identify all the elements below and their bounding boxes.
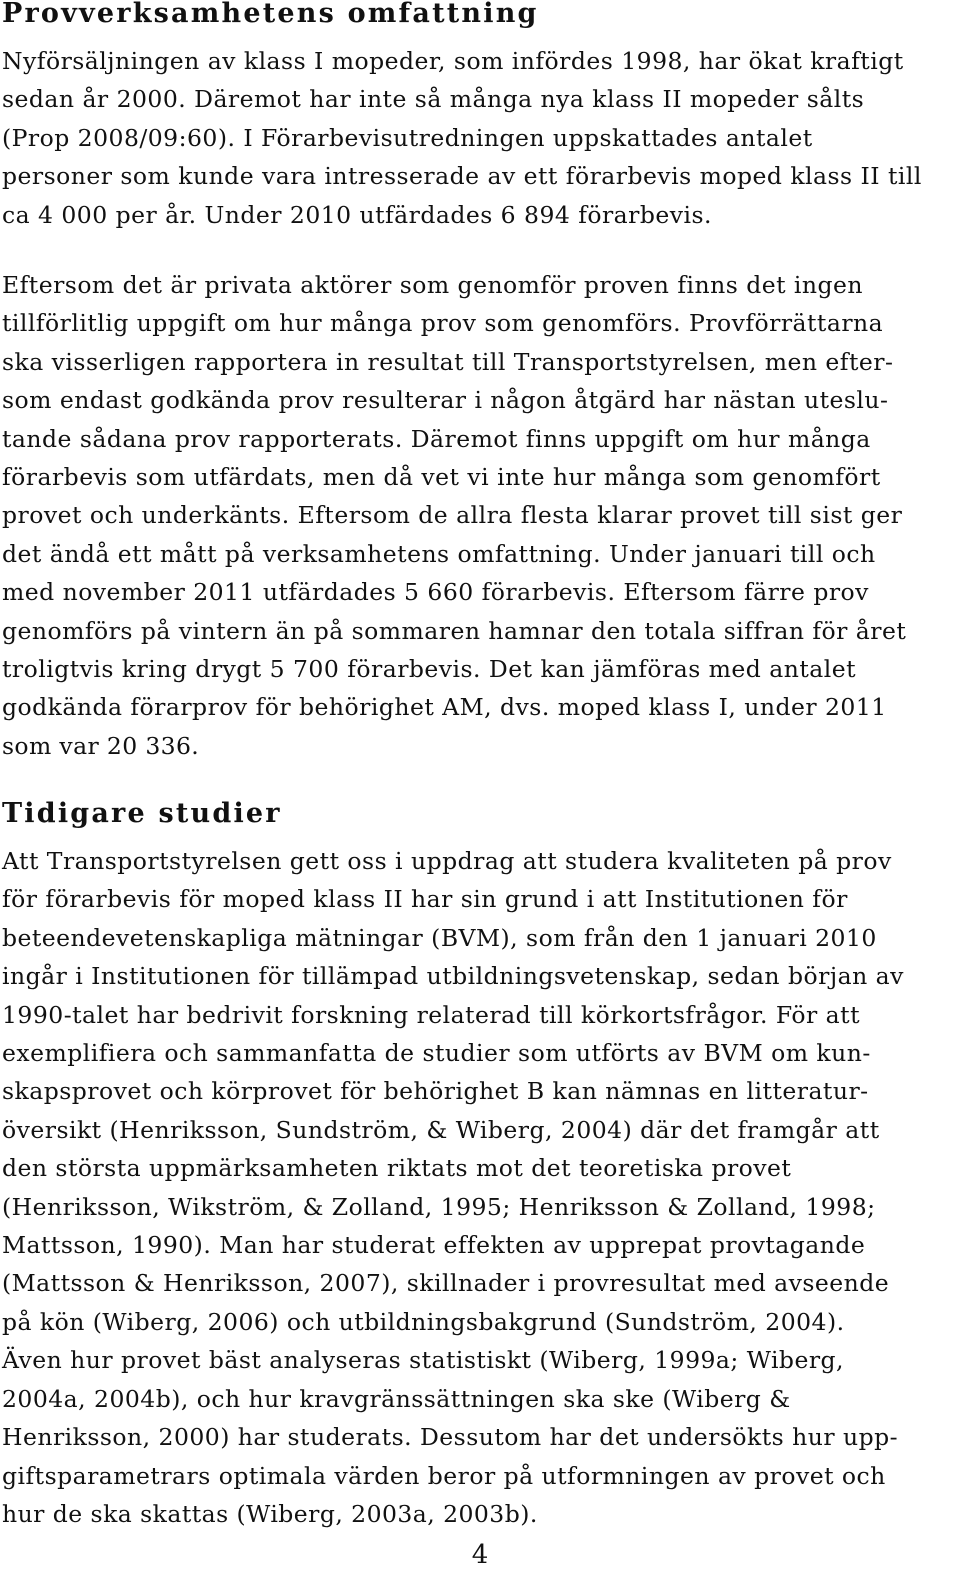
paragraph-line: tande sådana prov rapporterats. Däremot finns uppgift om hur många: [2, 424, 871, 453]
paragraph-line: ingår i Institutionen för tillämpad utbildningsvetenskap, sedan början av: [2, 962, 904, 991]
paragraph-nyforsaljningen: [2, 42, 952, 234]
section-heading-provverksamhetens-omfattning: Provverksamhetens omfattning: [2, 0, 539, 29]
paragraph-eftersom: [2, 266, 952, 765]
paragraph-line: det ändå ett mått på verksamhetens omfattning. Under januari till och: [2, 539, 876, 568]
paragraph-line: som var 20 336.: [2, 731, 200, 760]
paragraph-line: exemplifiera och sammanfatta de studier som utförts av BVM om kun-: [2, 1039, 871, 1068]
paragraph-line: tillförlitlig uppgift om hur många prov som genomförs. Provförrättarna: [2, 309, 884, 338]
paragraph-line: översikt (Henriksson, Sundström, & Wiberg, 2004) där det framgår att: [2, 1115, 880, 1144]
paragraph-att-transportstyrelsen: [2, 842, 952, 1533]
paragraph-line: Mattsson, 1990). Man har studerat effekten av upprepat provtagande: [2, 1231, 866, 1260]
paragraph-line: med november 2011 utfärdades 5 660 förarbevis. Eftersom färre prov: [2, 578, 869, 607]
paragraph-line: (Mattsson & Henriksson, 2007), skillnader i provresultat med avseende: [2, 1269, 890, 1298]
section-heading-tidigare-studier: Tidigare studier: [2, 798, 282, 829]
paragraph-line: Även hur provet bäst analyseras statistiskt (Wiberg, 1999a; Wiberg,: [2, 1346, 844, 1375]
paragraph-line: den största uppmärksamheten riktats mot det teoretiska provet: [2, 1154, 792, 1183]
paragraph-line: hur de ska skattas (Wiberg, 2003a, 2003b).: [2, 1499, 538, 1528]
paragraph-line: på kön (Wiberg, 2006) och utbildningsbakgrund (Sundström, 2004).: [2, 1307, 845, 1336]
paragraph-line: (Prop 2008/09:60). I Förarbevisutredningen uppskattades antalet: [2, 123, 813, 152]
paragraph-line: sedan år 2000. Däremot har inte så många nya klass II mopeder sålts: [2, 85, 865, 114]
paragraph-line: för förarbevis för moped klass II har sin grund i att Institutionen för: [2, 885, 848, 914]
paragraph-line: förarbevis som utfärdats, men då vet vi inte hur många som genomfört: [2, 463, 881, 492]
paragraph-line: Eftersom det är privata aktörer som genomför proven finns det ingen: [2, 271, 864, 299]
paragraph-line: giftsparametrars optimala värden beror på utformningen av provet och: [2, 1461, 886, 1490]
paragraph-line: godkända förarprov för behörighet AM, dvs. moped klass I, under 2011: [2, 693, 887, 722]
paragraph-line: 2004a, 2004b), och hur kravgränssättningen ska ske (Wiberg &: [2, 1384, 791, 1413]
paragraph-line: Henriksson, 2000) har studerats. Dessutom har det undersökts hur upp-: [2, 1423, 899, 1452]
paragraph-line: beteendevetenskapliga mätningar (BVM), som från den 1 januari 2010: [2, 923, 877, 952]
paragraph-line: som endast godkända prov resulterar i någon åtgärd har nästan uteslu-: [2, 386, 889, 415]
paragraph-line: troligtvis kring drygt 5 700 förarbevis. Det kan jämföras med antalet: [2, 655, 857, 684]
paragraph-line: 1990-talet har bedrivit forskning relaterad till körkortsfrågor. För att: [2, 1000, 860, 1029]
paragraph-line: provet och underkänts. Eftersom de allra flesta klarar provet till sist ger: [2, 501, 903, 530]
paragraph-line: ca 4 000 per år. Under 2010 utfärdades 6 894 förarbevis.: [2, 200, 712, 229]
page-number: 4: [471, 1540, 489, 1570]
paragraph-line: (Henriksson, Wikström, & Zolland, 1995; Henriksson & Zolland, 1998;: [2, 1192, 876, 1221]
paragraph-line: ska visserligen rapportera in resultat till Transportstyrelsen, men efter-: [2, 347, 894, 376]
paragraph-line: personer som kunde vara intresserade av ett förarbevis moped klass II till: [2, 162, 922, 191]
paragraph-line: skapsprovet och körprovet för behörighet B kan nämnas en litteratur-: [2, 1077, 869, 1106]
paragraph-line: Nyförsäljningen av klass I mopeder, som infördes 1998, har ökat kraftigt: [2, 47, 904, 75]
paragraph-line: Att Transportstyrelsen gett oss i uppdrag att studera kvaliteten på prov: [2, 847, 892, 875]
paragraph-line: genomförs på vintern än på sommaren hamnar den totala siffran för året: [2, 616, 907, 645]
